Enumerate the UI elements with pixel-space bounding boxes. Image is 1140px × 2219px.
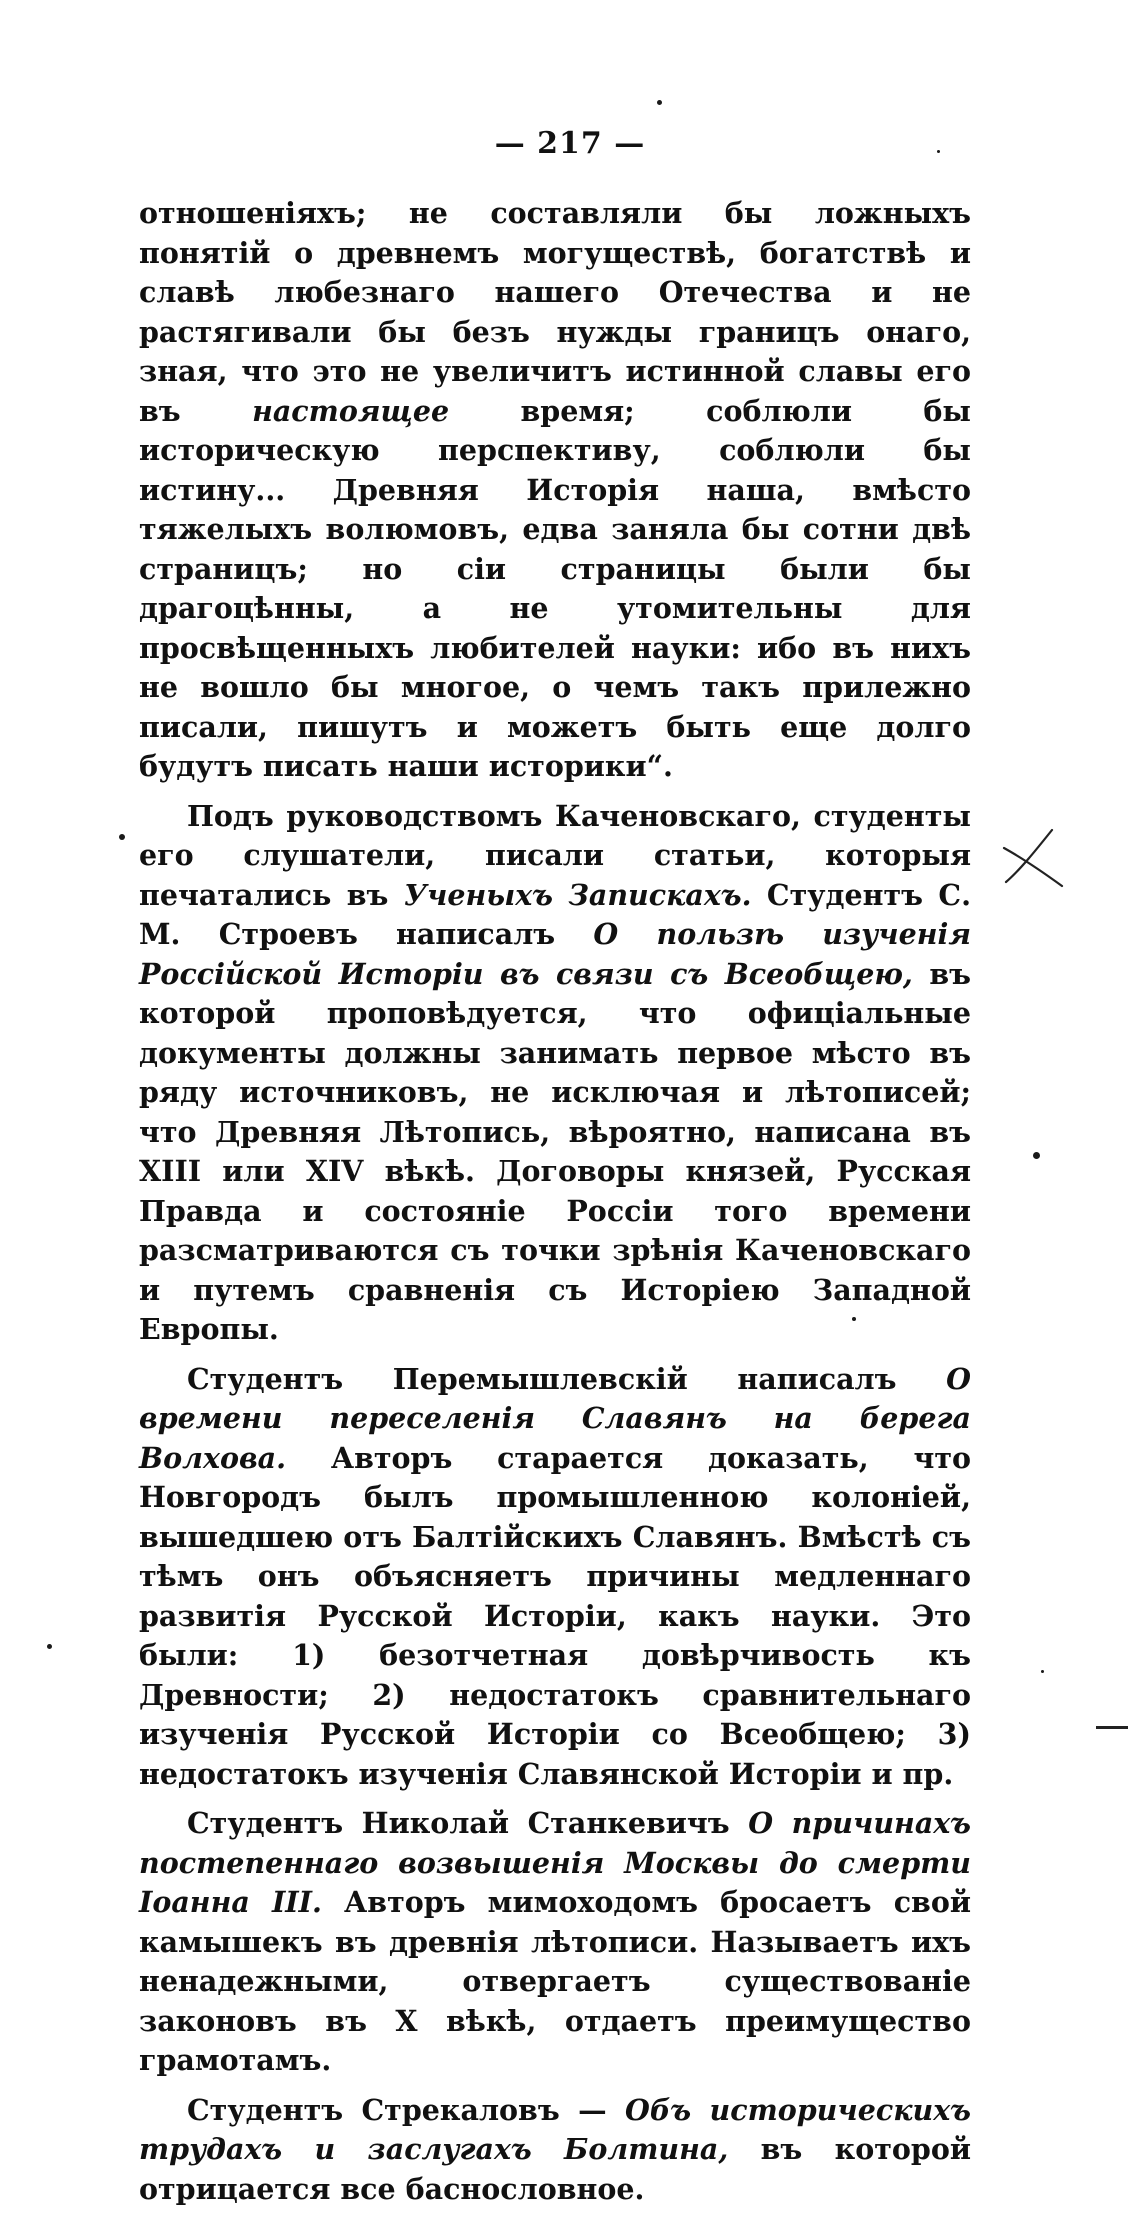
body-text: отношеніяхъ; не составляли бы ложныхъ понятій о древнемъ могуществѣ, богатствѣ и славѣ любезнаго нашего Отечества и не растягивали бы безъ нужды границъ онаго, зная, что это не увеличитъ истинной славы его въ: [139, 196, 971, 428]
italic-title-text: О причинахъ постепеннаго возвышенія Москвы до смерти Іоанна III.: [139, 1806, 971, 1919]
handwritten-x-mark-icon: [1000, 826, 1064, 890]
scan-speck: [47, 1644, 52, 1649]
body-text: Авторъ старается доказать, что Новгородъ былъ промышленною колоніей, вышедшею отъ Балтійскихъ Славянъ. Вмѣстѣ съ тѣмъ онъ объясняетъ причины медленнаго развитія Русской Исторіи, какъ науки. Это были: 1) безотчетная довѣрчивость къ Древности; 2) недостатокъ сравнительнаго изученія Русской Исторіи со Всеобщею; 3) недостатокъ изученія Славянской Исторіи и пр.: [139, 1440, 971, 1791]
page-number: — 217 —: [494, 126, 646, 161]
body-text: Студентъ С. М. Строевъ написалъ: [139, 877, 971, 951]
italic-title-text: Объ историческихъ трудахъ и заслугахъ Болтина,: [139, 2092, 971, 2166]
scan-speck: [852, 1317, 856, 1321]
scan-speck: [1033, 1152, 1040, 1159]
text-body: [139, 194, 971, 2219]
paragraph: [139, 1804, 971, 2081]
italic-title-text: настоящее: [252, 393, 450, 428]
italic-title-text: О пользѣ изученія Россійской Исторіи въ связи съ Всеобщею,: [139, 917, 972, 991]
italic-title-text: О времени переселенія Славянъ на берега Волхова.: [139, 1361, 971, 1475]
body-text: время; соблюли бы историческую перспективу, соблюли бы истину... Древняя Исторія наша, вмѣсто тяжелыхъ волюмовъ, едва заняла бы сотни двѣ страницъ; но сіи страницы были бы драгоцѣнны, а не утомительны для просвѣщенныхъ любителей науки: ибо въ нихъ не вошло бы многое, о чемъ такъ прилежно писали, пишутъ и можетъ быть еще долго будутъ писать наши историки“.: [139, 393, 971, 783]
scan-speck: [1041, 1670, 1044, 1673]
body-text: Подъ руководствомъ Каченовскаго, студенты его слушатели, писали статьи, которыя печатались въ: [139, 798, 971, 912]
paragraph: [139, 2091, 971, 2210]
scan-speck: [657, 100, 662, 105]
body-text: въ которой проповѣдуется, что офиціальные документы должны занимать первое мѣсто въ ряду источниковъ, не исключая и лѣтописей; что Древняя Лѣтопись, вѣроятно, написана въ XIII или XIV вѣкѣ. Договоры князей, Русская Правда и состояніе Россіи того времени разсматриваются съ точки зрѣнія Каченовскаго и путемъ сравненія съ Исторіею Западной Европы.: [139, 956, 971, 1346]
scan-edge-line: [1096, 1726, 1128, 1729]
body-text: въ которой отрицается все баснословное.: [139, 2132, 971, 2206]
paragraph: [139, 1360, 971, 1795]
body-text: Студентъ Перемышлевскій написалъ: [187, 1361, 947, 1396]
italic-title-text: Ученыхъ Запискахъ.: [403, 877, 752, 912]
scan-speck: [937, 150, 940, 153]
paragraph: [139, 797, 971, 1350]
body-text: Студентъ Стрекаловъ —: [187, 2092, 625, 2127]
scan-speck: [119, 834, 125, 840]
paragraph: [139, 194, 971, 787]
body-text: Авторъ мимоходомъ бросаетъ свой камышекъ въ древнія лѣтописи. Называетъ ихъ ненадежными, отвергаетъ существованіе законовъ въ X вѣкѣ, отдаетъ преимущество грамотамъ.: [139, 1885, 972, 2077]
body-text: Студентъ Николай Станкевичъ: [187, 1806, 749, 1840]
